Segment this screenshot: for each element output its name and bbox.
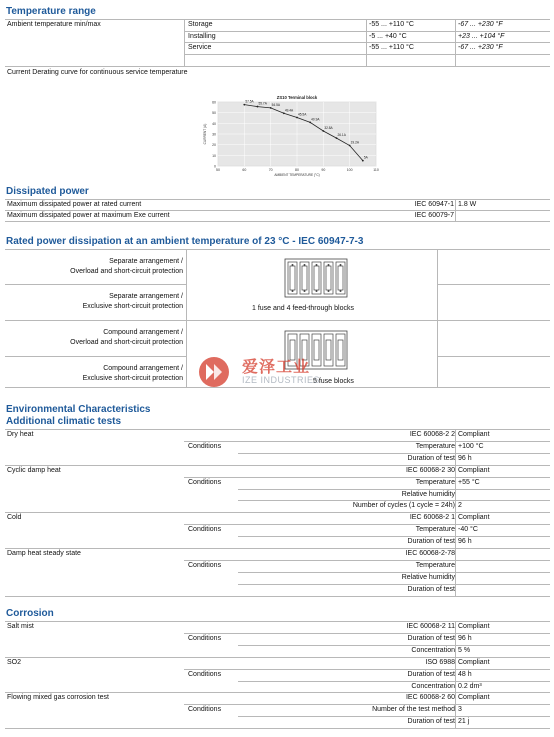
condition-value: 3 [458, 706, 462, 714]
temp-row-storage-f: -67 ... +230 °F [458, 21, 503, 28]
value-divider [455, 657, 456, 693]
data-point [296, 117, 298, 119]
condition-value: -40 °C [458, 526, 478, 534]
y-tick-label: 20 [212, 143, 216, 148]
rated-row-4-line1: Compound arrangement / [103, 365, 183, 372]
temp-rule-3 [184, 54, 550, 55]
x-tick-label: 70 [268, 168, 273, 172]
temperature-section-title: Temperature range [6, 6, 96, 17]
compound-caption: 5 fuse blocks [313, 378, 354, 385]
derating-chart [200, 92, 384, 182]
condition-key: Duration of test [407, 538, 455, 546]
dissipated-rule-bottom [5, 221, 550, 222]
condition-key: Duration of test [407, 454, 455, 462]
environment-section-title: Environmental Characteristics [6, 404, 151, 415]
test-result: Compliant [458, 466, 490, 474]
condition-value: 48 h [458, 670, 472, 678]
rated-rule-3b [437, 356, 550, 357]
x-tick-label: 90 [321, 168, 326, 172]
x-tick-label: 110 [373, 168, 379, 172]
value-divider [455, 621, 456, 657]
condition-key: Duration of test [407, 634, 455, 642]
x-tick-label: 60 [242, 168, 247, 172]
separate-arrangement-illustration [284, 258, 348, 298]
value-divider [455, 465, 456, 513]
condition-key: Duration of test [407, 585, 455, 593]
test-name: Cyclic damp heat [7, 466, 61, 474]
x-tick-label: 50 [216, 168, 220, 172]
data-label: 19.2A [350, 140, 360, 145]
temp-row-storage-c: -55 ... +110 °C [369, 21, 414, 28]
condition-key: Temperature [415, 478, 455, 486]
test-result: Compliant [458, 431, 490, 438]
rated-divider-right [437, 249, 438, 387]
condition-value: 5 % [458, 646, 471, 654]
y-tick-label: 10 [212, 153, 216, 158]
test-standard: IEC 60068-2 60 [405, 694, 455, 702]
derating-chart-svg [200, 92, 384, 182]
data-point [283, 112, 285, 114]
data-point [336, 137, 338, 139]
data-point [309, 121, 311, 123]
test-name: Flowing mixed gas corrosion test [7, 694, 109, 702]
test-name: Dry heat [7, 431, 34, 438]
data-point [243, 104, 245, 106]
data-point [257, 106, 259, 108]
y-axis-label: CURRENT (A) [203, 123, 207, 145]
rated-row-3-line2: Overload and short-circuit protection [70, 339, 183, 346]
test-name: Salt mist [7, 623, 34, 630]
feed-through-blocks-icon [284, 258, 348, 298]
temp-row-installing-f: +23 ... +104 °F [458, 33, 505, 40]
condition-key: Number of cycles (1 cycle = 24h) [352, 502, 455, 510]
rated-rule-0 [5, 249, 550, 250]
condition-key: Relative humidity [401, 573, 455, 581]
rated-rule-1a [5, 284, 186, 285]
dissipated-row-1-value: 1.8 W [458, 201, 477, 208]
condition-key: Duration of test [407, 670, 455, 678]
watermark-logo [198, 352, 358, 392]
dissipated-divider [455, 199, 456, 222]
conditions-label: Conditions [188, 706, 222, 714]
rated-row-1-line2: Overload and short-circuit protection [70, 268, 183, 275]
value-divider [455, 512, 456, 548]
rated-row-2-text [6, 292, 183, 312]
temp-row-installing-name: Installing [188, 33, 216, 40]
test-result: Compliant [458, 694, 490, 702]
conditions-label: Conditions [188, 634, 222, 642]
data-label: 5A [363, 155, 368, 160]
condition-key: Temperature [415, 561, 455, 569]
temp-row-service-name: Service [188, 44, 212, 51]
ambient-temperature-label: Ambient temperature min/max [7, 21, 101, 28]
condition-key: Concentration [411, 646, 455, 654]
data-label: 54.5A [271, 102, 281, 107]
condition-value: 96 h [458, 454, 472, 462]
x-tick-label: 80 [295, 168, 299, 172]
test-name: Cold [7, 514, 22, 522]
condition-key: Concentration [411, 682, 455, 690]
data-point [322, 130, 324, 132]
y-tick-label: 40 [212, 121, 216, 126]
chart-title: ZS10 Terminal block [276, 95, 318, 100]
data-label: 57.5A [245, 99, 254, 104]
dissipated-section-title: Dissipated power [6, 186, 89, 197]
data-label: 55.7A [258, 101, 267, 106]
conditions-label: Conditions [188, 442, 222, 450]
test-standard: IEC 60068-2 11 [406, 623, 455, 630]
corrosion-section-title: Corrosion [6, 608, 54, 619]
watermark-en: IZE INDUSTRIES [242, 375, 321, 385]
y-tick-label: 0 [214, 164, 216, 169]
rated-row-1-line1: Separate arrangement / [109, 258, 183, 265]
y-tick-label: 60 [212, 100, 216, 105]
data-point [362, 160, 364, 162]
derating-label: Current Derating curve for continuous service temperature [7, 69, 188, 76]
condition-key: Temperature [415, 442, 455, 450]
value-divider [455, 429, 456, 465]
watermark-cn: 爱泽工业 [242, 357, 311, 376]
rated-row-1-text [6, 257, 183, 277]
rated-row-3-line1: Compound arrangement / [103, 329, 183, 336]
test-result: Compliant [458, 658, 490, 666]
rated-row-4-line2: Exclusive short-circuit protection [82, 375, 183, 382]
test-standard: IEC 60068-2 30 [405, 466, 455, 474]
temp-row-storage-name: Storage [188, 21, 213, 28]
condition-value: +100 °C [458, 442, 484, 450]
data-point [270, 107, 272, 109]
table-bottom-rule [5, 596, 550, 597]
value-divider [455, 692, 456, 728]
condition-key: Duration of test [407, 718, 455, 726]
data-label: 49.4A [284, 108, 294, 113]
condition-value: 96 h [458, 538, 472, 546]
y-tick-label: 30 [212, 132, 216, 137]
rated-divider-left [186, 249, 187, 387]
separate-caption: 1 fuse and 4 feed-through blocks [252, 305, 354, 312]
conditions-label: Conditions [188, 526, 222, 534]
condition-key: Temperature [415, 526, 455, 534]
x-axis-label: AMBIENT TEMPERATURE (°C) [274, 173, 320, 177]
data-label: 45.5A [298, 112, 307, 117]
condition-key: Number of the test method [372, 706, 455, 714]
value-divider [455, 548, 456, 596]
test-standard: IEC 60068-2 2 [409, 431, 455, 438]
rated-rule-1b [437, 284, 550, 285]
test-name: SO2 [7, 658, 22, 666]
test-result: Compliant [458, 514, 490, 522]
rated-row-3-text [6, 328, 183, 348]
ize-logo-icon [198, 352, 238, 392]
dissipated-row-1-norm: IEC 60947-1 [414, 201, 454, 208]
data-label: 40.9A [311, 117, 320, 122]
condition-value: 96 h [458, 634, 472, 642]
temp-row-service-f: -67 ... +230 °F [458, 44, 503, 51]
dissipated-row-1-label: Maximum dissipated power at rated current [7, 201, 142, 208]
environment-subtitle: Additional climatic tests [6, 416, 122, 427]
test-standard: IEC 60068-2 1 [409, 514, 455, 522]
dissipated-row-2-norm: IEC 60079-7 [414, 212, 454, 219]
rated-rule-2 [5, 320, 550, 321]
rated-row-2-line2: Exclusive short-circuit protection [82, 303, 183, 310]
dissipated-row-2-label: Maximum dissipated power at maximum Exe current [7, 212, 170, 219]
x-tick-label: 100 [346, 168, 353, 172]
rated-row-2-line1: Separate arrangement / [109, 293, 183, 300]
rated-section-title: Rated power dissipation at an ambient temperature of 23 °C - IEC 60947-7-3 [6, 236, 364, 247]
data-label: 32.8A [324, 126, 333, 131]
test-standard: IEC 60068-2-78 [405, 550, 455, 557]
data-label: 26.1A [337, 133, 346, 138]
conditions-label: Conditions [188, 561, 222, 569]
condition-value: 2 [458, 502, 462, 510]
test-name: Damp heat steady state [7, 550, 81, 557]
table-bottom-rule [5, 728, 550, 729]
data-point [349, 145, 351, 147]
test-standard: ISO 6988 [425, 658, 455, 666]
condition-value: 0.2 dm³ [458, 682, 482, 690]
condition-value: +55 °C [458, 478, 480, 486]
rated-rule-3a [5, 356, 186, 357]
condition-key: Relative humidity [401, 490, 455, 498]
y-tick-label: 50 [212, 111, 216, 116]
conditions-label: Conditions [188, 478, 222, 486]
conditions-label: Conditions [188, 670, 222, 678]
test-result: Compliant [458, 623, 490, 630]
rated-row-4-text [6, 364, 183, 384]
temp-row-installing-c: -5 ... +40 °C [369, 33, 407, 40]
temp-row-service-c: -55 ... +110 °C [369, 44, 414, 51]
condition-value: 21 j [458, 718, 470, 726]
